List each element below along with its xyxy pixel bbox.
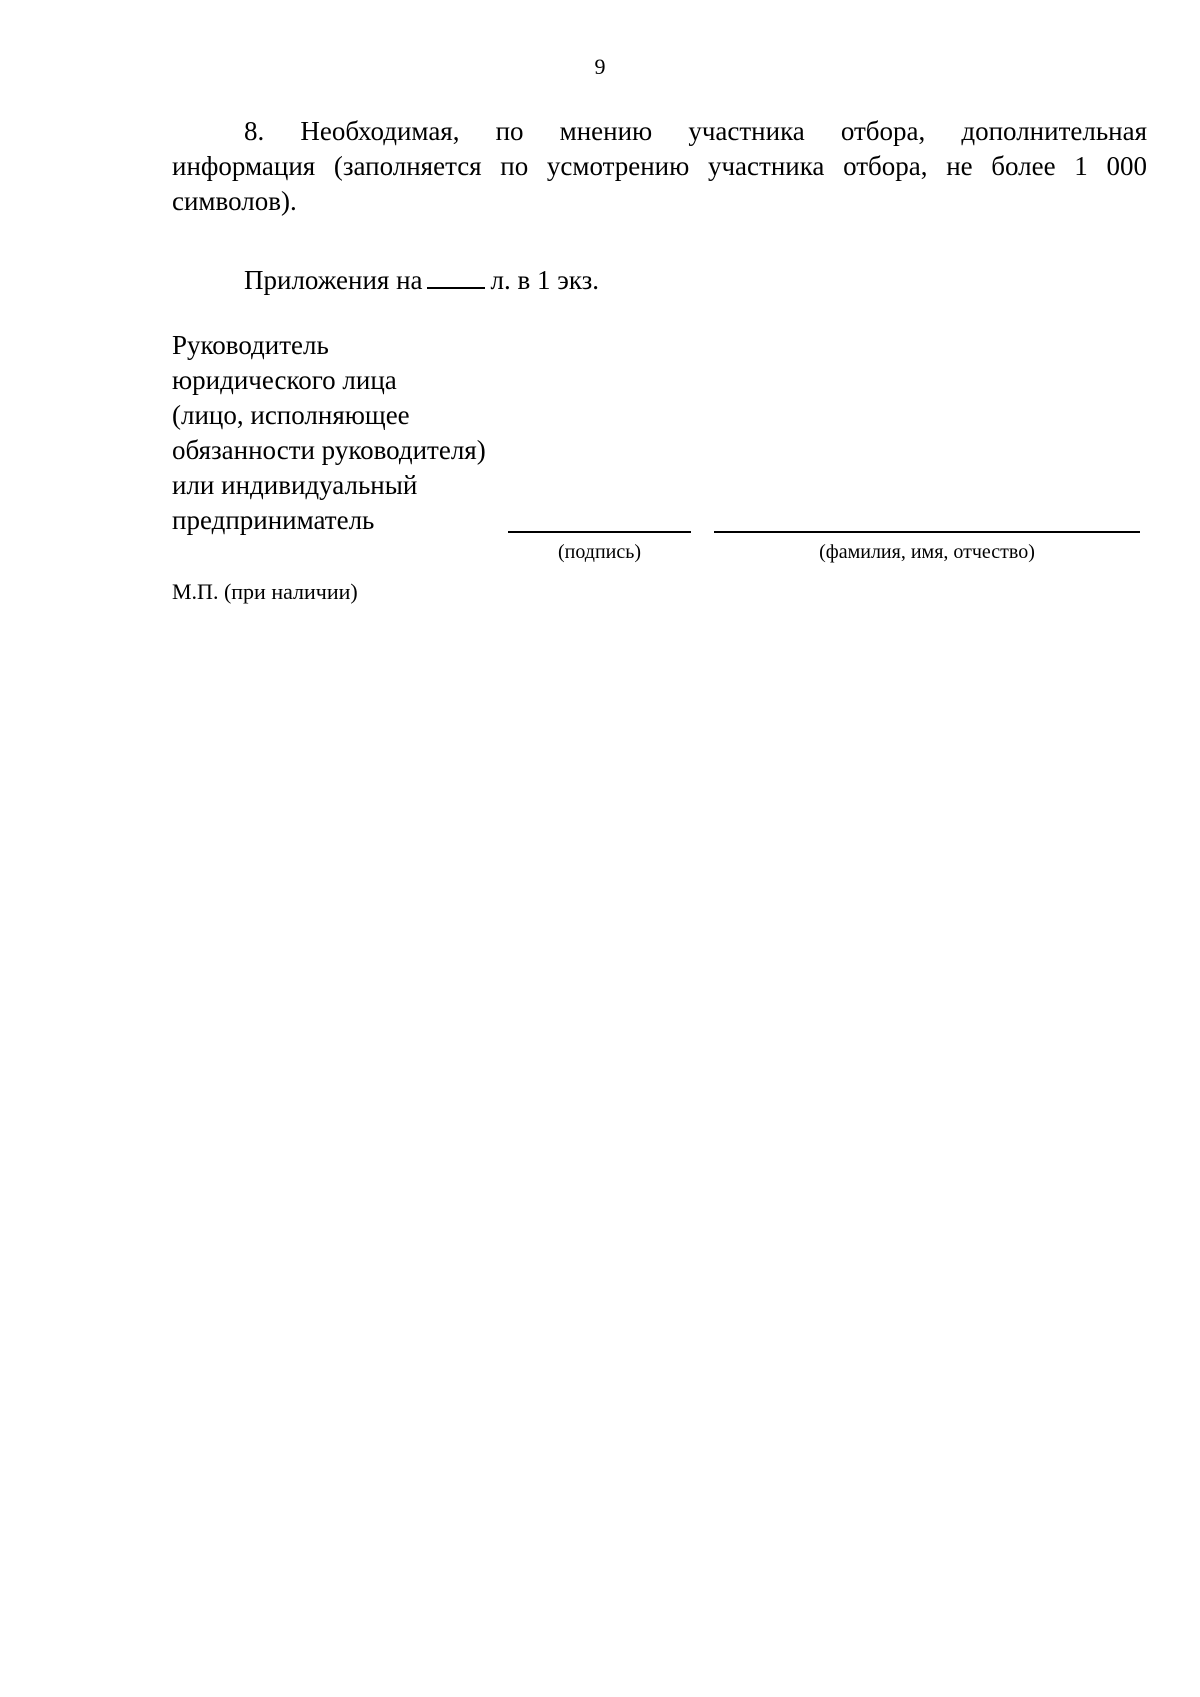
item-8-paragraph [172,114,1147,219]
signer-line-4: обязанности руководителя) [172,435,486,465]
appendix-prefix: Приложения на [244,265,423,295]
appendix-suffix: л. в 1 экз. [490,265,600,295]
signer-line-3: (лицо, исполняющее [172,400,410,430]
signature-caption: (подпись) [557,541,642,563]
signer-title [172,328,486,538]
full-name-caption: (фамилия, имя, отчество) [819,541,1035,563]
item-8-line-3: символов). [172,186,297,216]
appendix-line [244,263,599,298]
full-name-field-line[interactable] [714,531,1140,533]
signer-line-1: Руководитель [172,330,329,360]
stamp-note: М.П. (при наличии) [172,579,358,604]
signer-line-5: или индивидуальный [172,470,418,500]
signature-field-line[interactable] [508,531,691,533]
signer-line-6: предприниматель [172,505,375,535]
page-number: 9 [594,54,606,79]
item-8-line-1: 8. Необходимая, по мнению участника отбора, дополнительная [244,116,1147,146]
appendix-pages-blank[interactable] [427,263,485,289]
item-8-line-2: информация (заполняется по усмотрению участника отбора, не более 1 000 [172,151,1147,181]
signer-line-2: юридического лица [172,365,397,395]
